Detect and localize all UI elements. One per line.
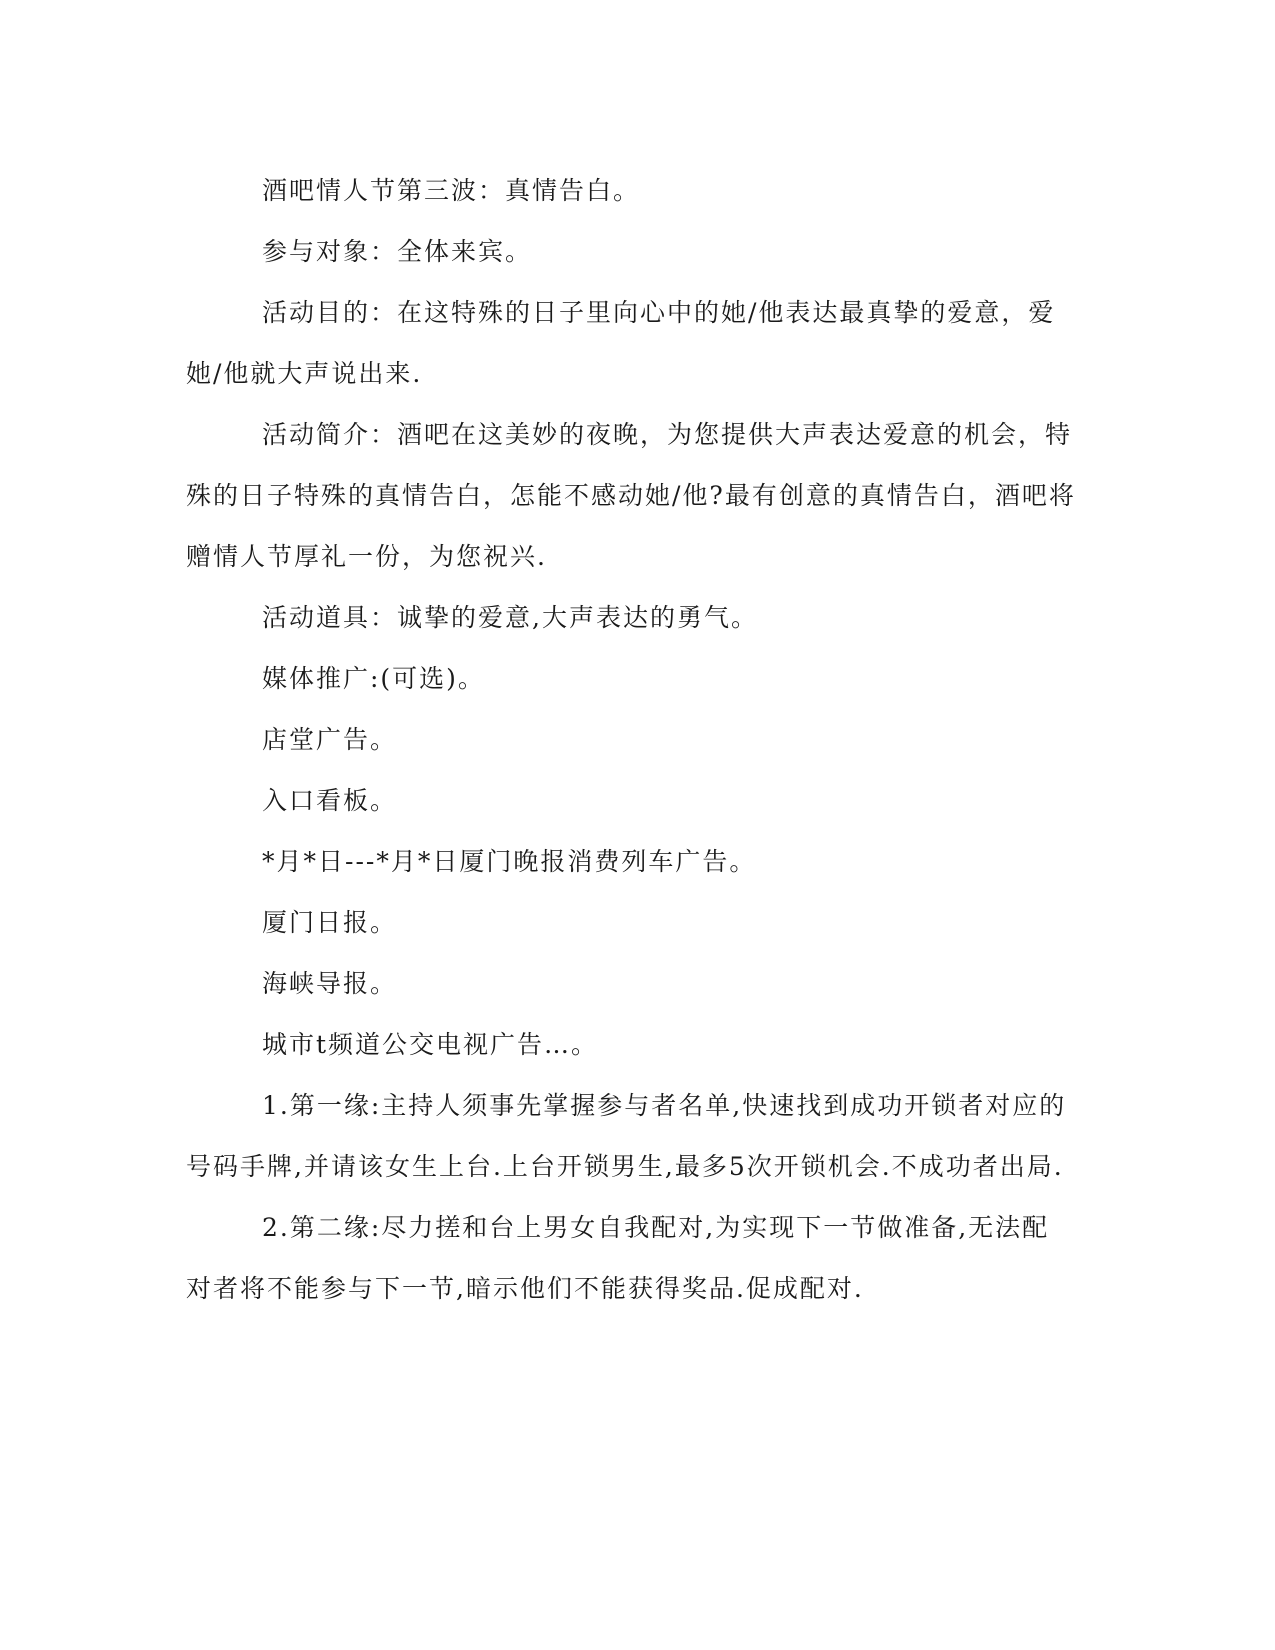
paragraph-purpose: 活动目的：在这特殊的日子里向心中的她/他表达最真挚的爱意，爱她/他就大声说出来. bbox=[186, 298, 1056, 388]
paragraph-entrance-board: 入口看板。 bbox=[262, 786, 398, 815]
paragraph-store-ad: 店堂广告。 bbox=[262, 725, 398, 754]
paragraph-daily-paper: 厦门日报。 bbox=[262, 908, 398, 937]
paragraph-step-two: 2.第二缘:尽力搓和台上男女自我配对,为实现下一节做准备,无法配对者将不能参与下一节,暗示他们不能获得奖品.促成配对. bbox=[186, 1213, 1050, 1303]
paragraph-step-one: 1.第一缘:主持人须事先掌握参与者名单,快速找到成功开锁者对应的号码手牌,并请该女生上台.上台开锁男生,最多5次开锁机会.不成功者出局. bbox=[186, 1091, 1067, 1181]
document-body bbox=[186, 160, 1076, 1319]
paragraph-props: 活动道具：诚挚的爱意,大声表达的勇气。 bbox=[262, 603, 758, 632]
paragraph-title: 酒吧情人节第三波：真情告白。 bbox=[262, 176, 641, 205]
paragraph-bus-tv: 城市t频道公交电视广告…。 bbox=[262, 1030, 599, 1059]
paragraph-participants: 参与对象：全体来宾。 bbox=[262, 237, 533, 266]
paragraph-introduction: 活动简介：酒吧在这美妙的夜晚，为您提供大声表达爱意的机会，特殊的日子特殊的真情告白，怎能不感动她/他?最有创意的真情告白，酒吧将赠情人节厚礼一份，为您祝兴. bbox=[186, 420, 1076, 571]
paragraph-evening-paper: *月*日---*月*日厦门晚报消费列车广告。 bbox=[262, 847, 757, 876]
paragraph-strait-paper: 海峡导报。 bbox=[262, 969, 398, 998]
paragraph-media: 媒体推广:(可选)。 bbox=[262, 664, 485, 693]
